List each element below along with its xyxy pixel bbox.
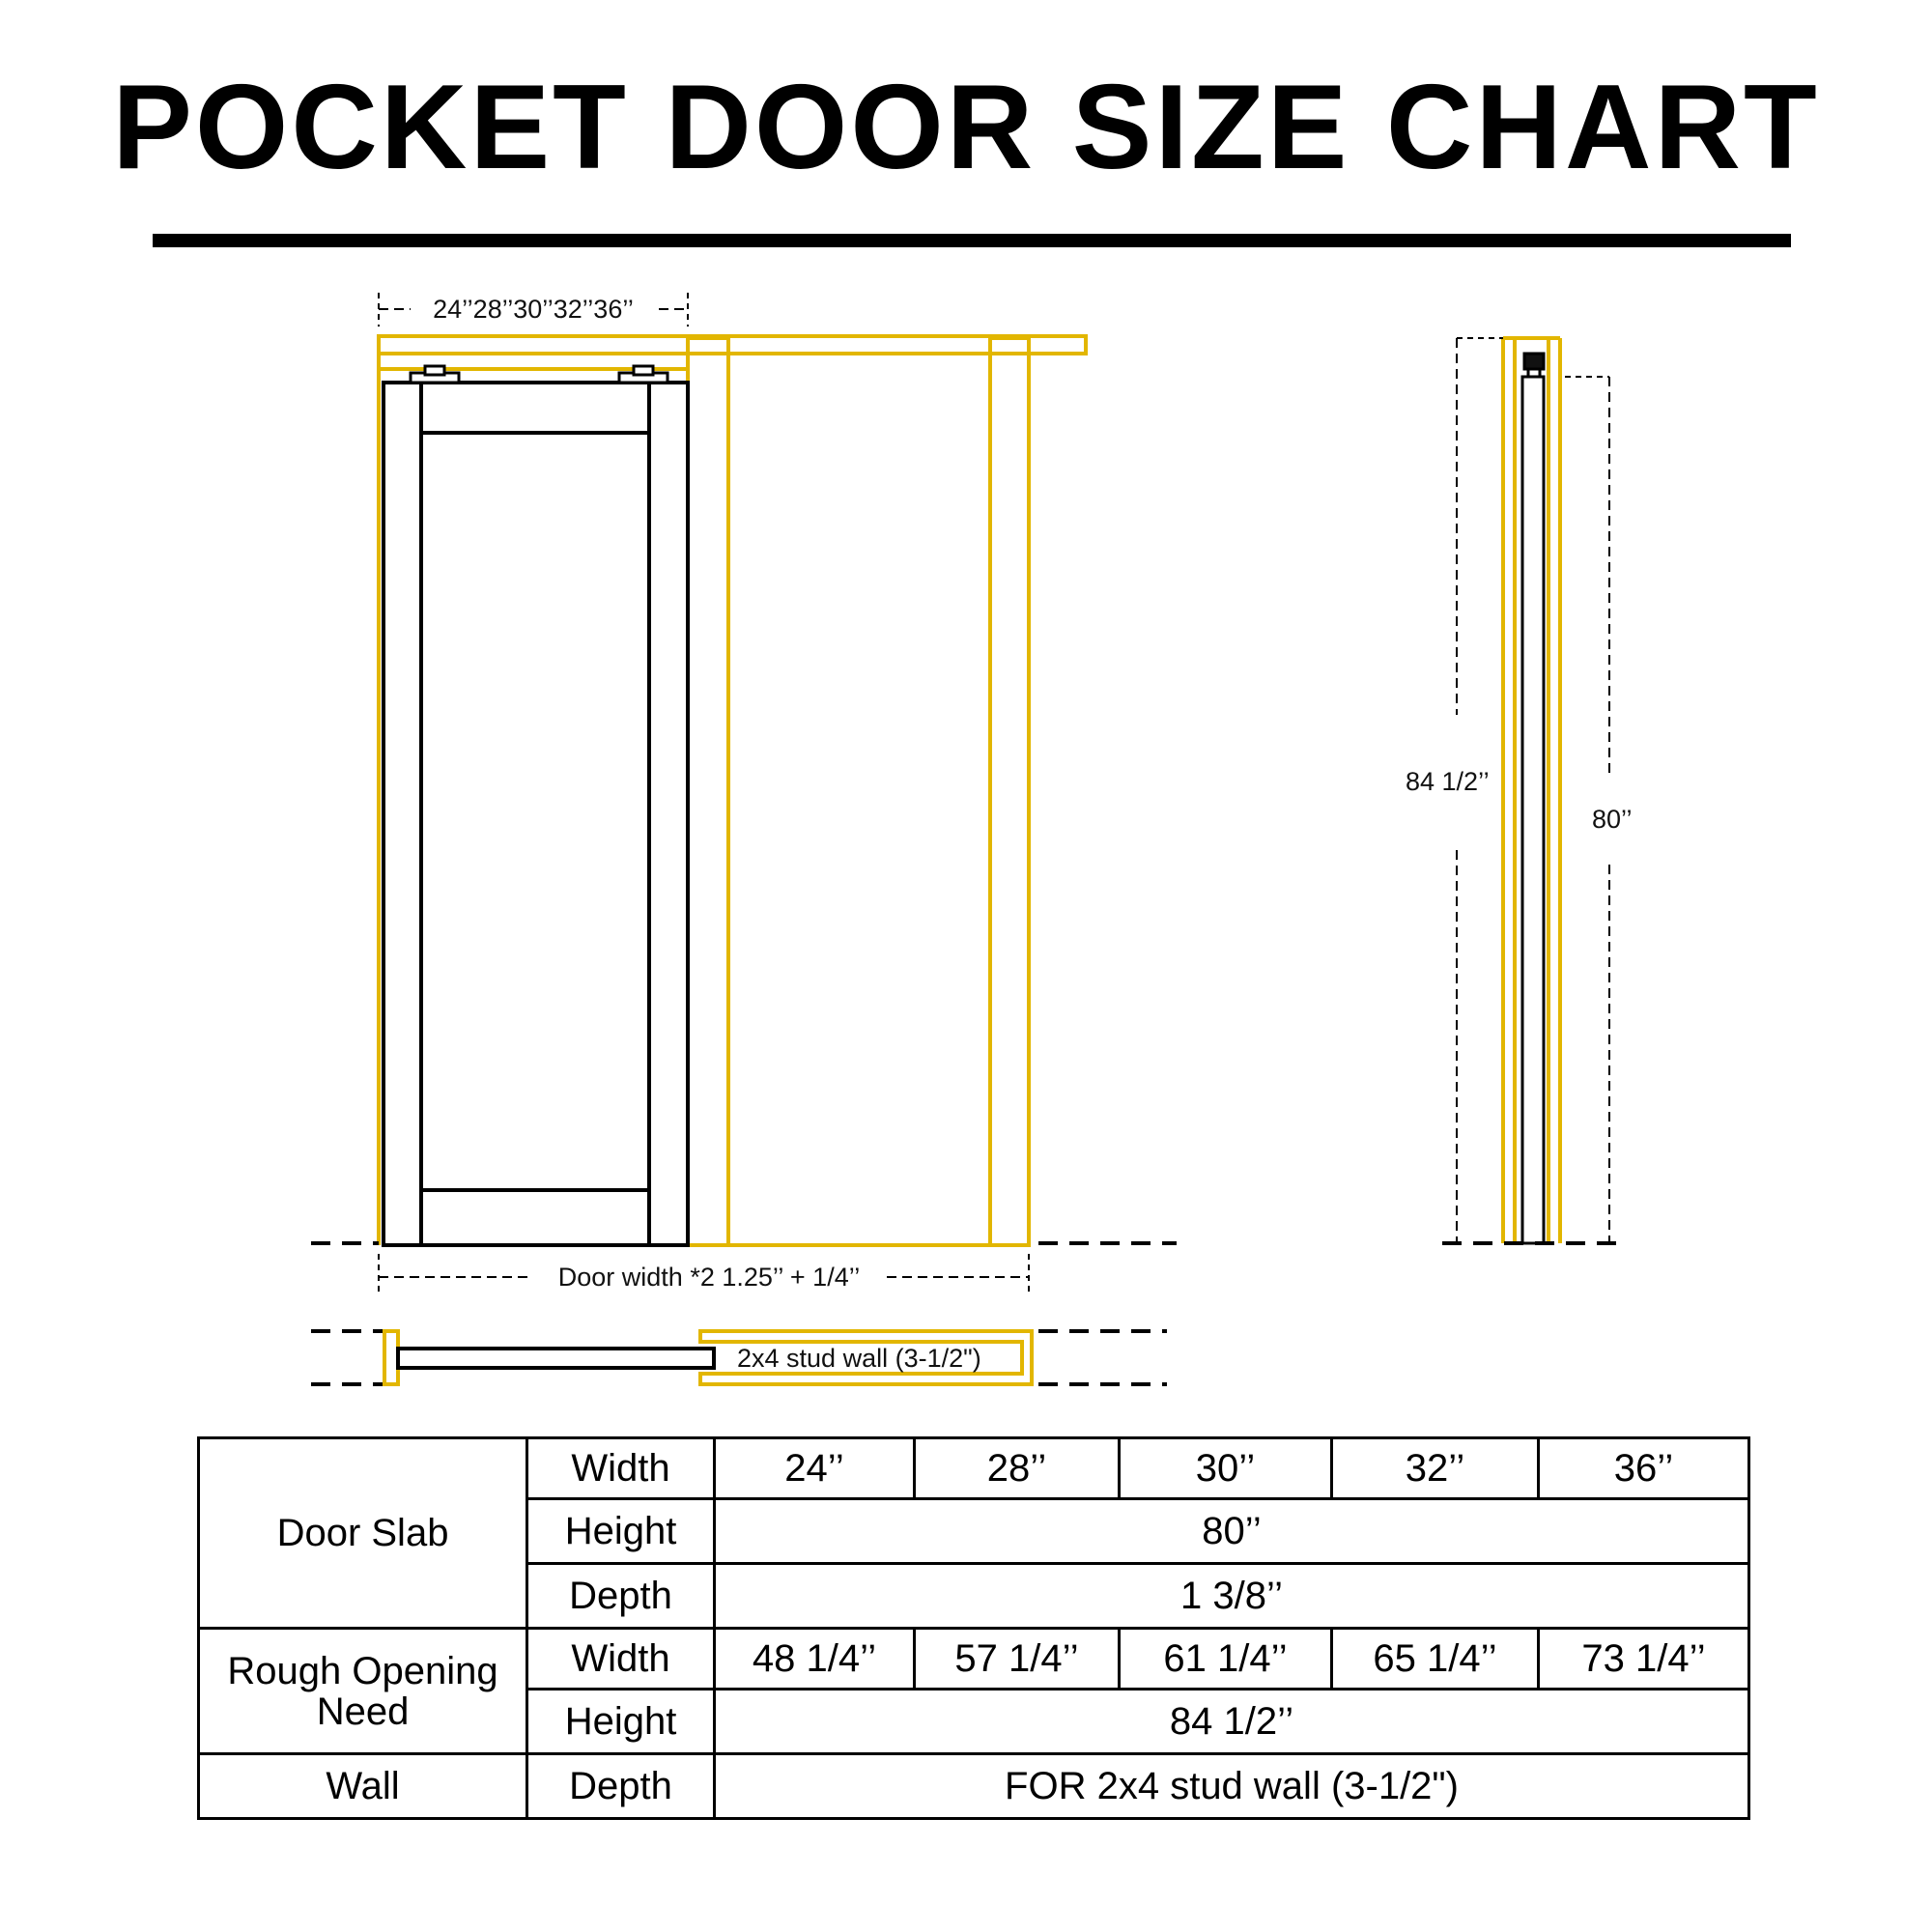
door-depth-cell: 1 3/8’’ (715, 1564, 1749, 1629)
table-row (199, 1629, 1749, 1690)
door-width-cell: 36’’ (1539, 1438, 1749, 1499)
door-width-label: Width (527, 1438, 715, 1499)
rough-opening-formula-label: Door width *2 1.25’’ + 1/4’’ (557, 1263, 861, 1292)
rough-height-cell: 84 1/2’’ (715, 1690, 1749, 1754)
rough-height-label: Height (527, 1690, 715, 1754)
rough-width-cell: 57 1/4’’ (915, 1629, 1120, 1690)
plan-door-slab (398, 1349, 714, 1368)
plan-view (311, 1331, 1167, 1384)
table-row (199, 1438, 1749, 1499)
front-view (311, 293, 1177, 1296)
wall-group-cell: Wall (199, 1754, 527, 1819)
door-width-cell: 30’’ (1120, 1438, 1332, 1499)
door-slab (384, 383, 688, 1245)
stud-wall-label: 2x4 stud wall (3-1/2") (737, 1344, 981, 1373)
side-view (1406, 338, 1633, 1243)
rough-opening-group-cell: Rough Opening Need (199, 1629, 527, 1754)
door-width-cell: 32’’ (1332, 1438, 1539, 1499)
table-row (199, 1754, 1749, 1819)
door-slab-group-cell: Door Slab (199, 1438, 527, 1629)
door-width-options-label: 24’’28’’30’’32’’36’’ (433, 295, 634, 324)
wall-depth-label: Depth (527, 1754, 715, 1819)
door-height-label: Height (527, 1499, 715, 1564)
rough-width-label: Width (527, 1629, 715, 1690)
size-chart-table (197, 1436, 1750, 1820)
rough-height-label: 84 1/2’’ (1406, 767, 1490, 796)
pocket-frame (379, 336, 1086, 1245)
page-title: POCKET DOOR SIZE CHART (112, 61, 1820, 194)
door-height-cell: 80’’ (715, 1499, 1749, 1564)
rough-width-cell: 73 1/4’’ (1539, 1629, 1749, 1690)
door-width-cell: 24’’ (715, 1438, 915, 1499)
side-door (1522, 354, 1544, 1243)
door-width-cell: 28’’ (915, 1438, 1120, 1499)
rough-width-cell: 48 1/4’’ (715, 1629, 915, 1690)
door-depth-label: Depth (527, 1564, 715, 1629)
wall-depth-cell: FOR 2x4 stud wall (3-1/2") (715, 1754, 1749, 1819)
rough-width-cell: 65 1/4’’ (1332, 1629, 1539, 1690)
rough-width-cell: 61 1/4’’ (1120, 1629, 1332, 1690)
door-height-label: 80’’ (1592, 805, 1633, 834)
